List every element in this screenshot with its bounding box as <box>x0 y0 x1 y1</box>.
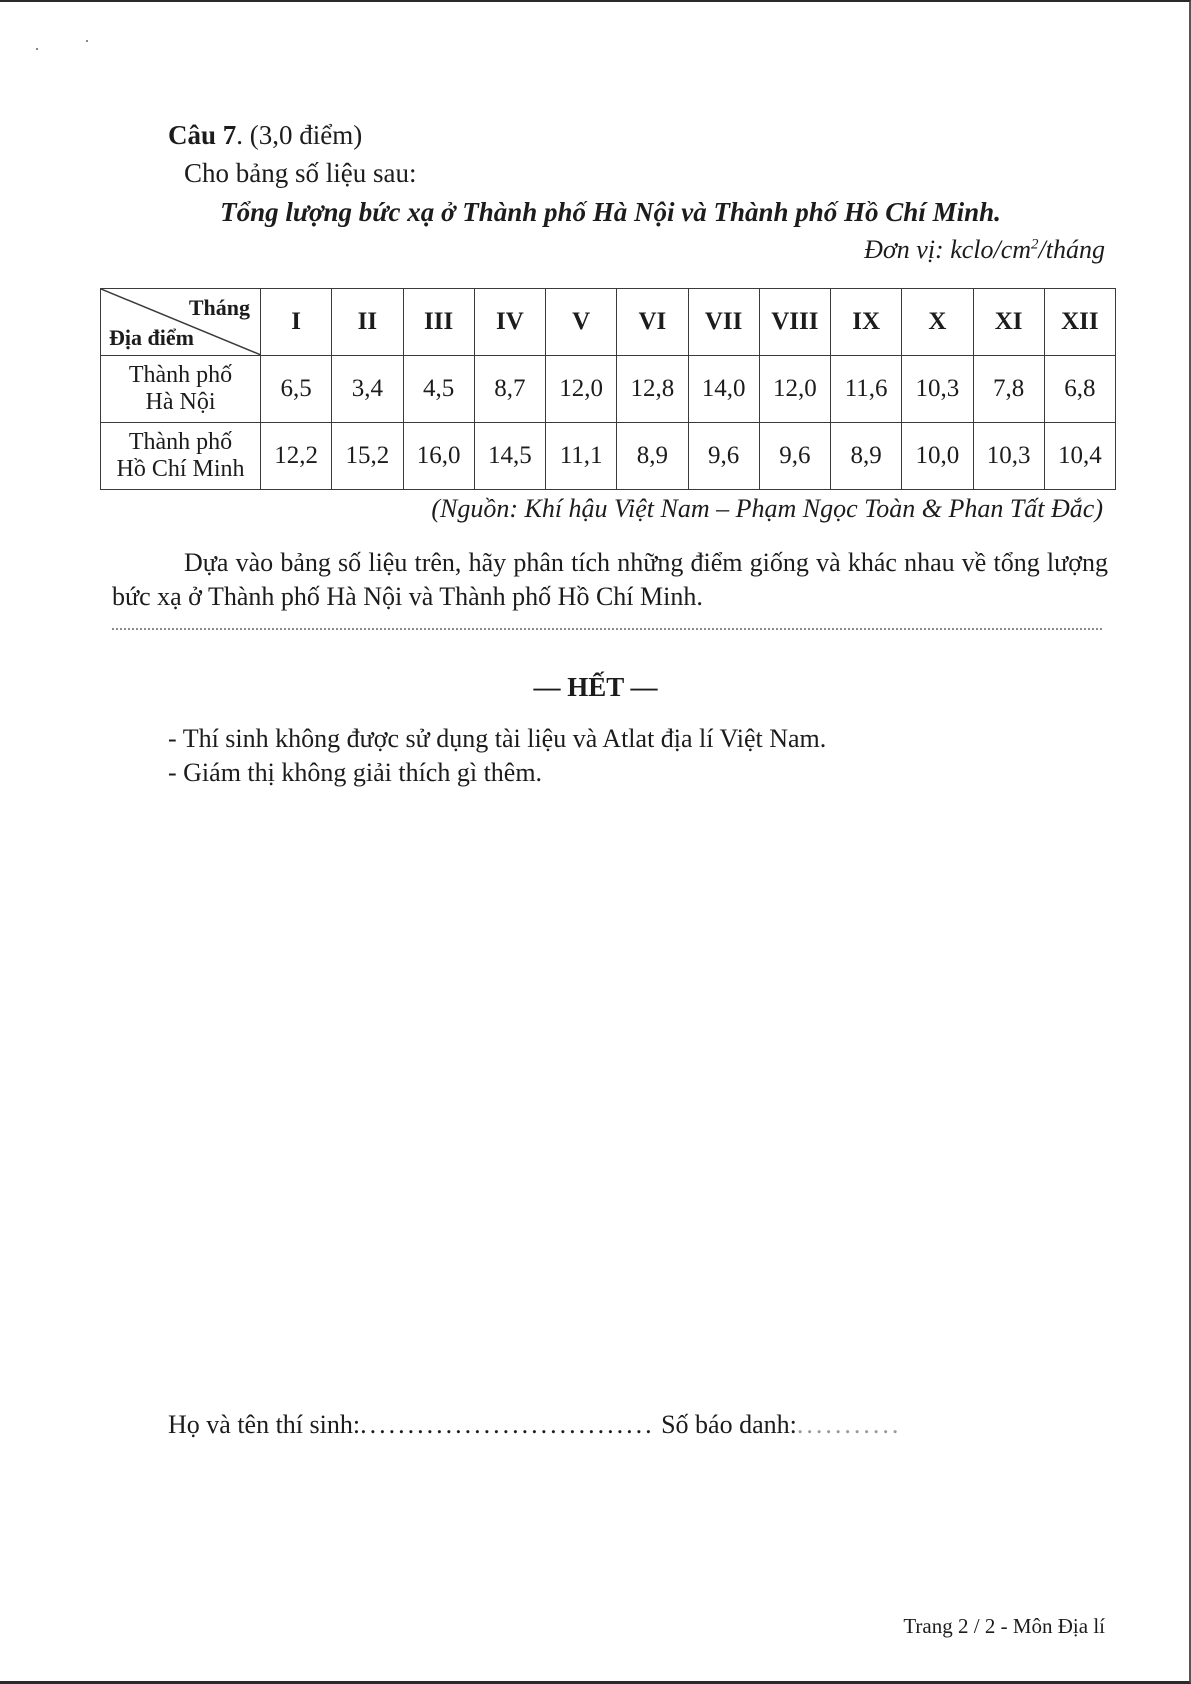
value-cell: 12,0 <box>759 356 830 423</box>
corner-place-label: Địa điểm <box>109 325 194 350</box>
task-paragraph: Dựa vào bảng số liệu trên, hãy phân tích những điểm giống và khác nhau về tổng lượng bức xạ ở Thành phố Hà Nội và Thành phố Hồ Chí Minh. <box>112 548 1108 611</box>
value-cell: 3,4 <box>332 356 403 423</box>
place-line1: Thành phố <box>128 362 233 388</box>
value-cell: 8,9 <box>831 423 902 490</box>
value-cell: 10,4 <box>1044 423 1115 490</box>
page-number: Trang 2 / 2 - Môn Địa lí <box>903 1614 1105 1638</box>
unit-superscript: 2 <box>1031 236 1039 253</box>
note-no-explanation: - Giám thị không giải thích gì thêm. <box>168 758 543 787</box>
value-cell: 8,9 <box>617 423 688 490</box>
month-header: II <box>332 289 403 356</box>
value-cell: 4,5 <box>403 356 474 423</box>
value-cell: 14,0 <box>688 356 759 423</box>
scan-speck <box>36 48 38 50</box>
scan-speck <box>86 40 88 42</box>
value-cell: 8,7 <box>474 356 545 423</box>
value-cell: 11,6 <box>831 356 902 423</box>
name-dots: ............................... <box>360 1410 655 1439</box>
month-header: IV <box>474 289 545 356</box>
value-cell: 6,8 <box>1044 356 1115 423</box>
month-header: X <box>902 289 973 356</box>
question-number: Câu 7 <box>168 120 237 150</box>
place-cell <box>101 356 261 423</box>
table-row-hcmc <box>101 423 1116 490</box>
value-cell: 11,1 <box>546 423 617 490</box>
sbd-label: Số báo danh: <box>654 1410 797 1439</box>
corner-month-label: Tháng <box>188 295 250 320</box>
value-cell: 10,0 <box>902 423 973 490</box>
month-header: IX <box>831 289 902 356</box>
value-cell: 10,3 <box>902 356 973 423</box>
table-header-row <box>101 289 1116 356</box>
value-cell: 7,8 <box>973 356 1044 423</box>
value-cell: 14,5 <box>474 423 545 490</box>
unit-prefix: Đơn vị: kclo/cm <box>864 235 1032 264</box>
dotted-separator <box>112 628 1102 630</box>
end-mark: — HẾT — <box>533 672 658 702</box>
month-header: XI <box>973 289 1044 356</box>
question-intro: Cho bảng số liệu sau: <box>184 158 417 188</box>
question-heading <box>168 120 362 151</box>
month-header: VI <box>617 289 688 356</box>
table-title: Tổng lượng bức xạ ở Thành phố Hà Nội và Thành phố Hồ Chí Minh. <box>220 197 1001 227</box>
value-cell: 9,6 <box>759 423 830 490</box>
value-cell: 12,2 <box>261 423 332 490</box>
value-cell: 15,2 <box>332 423 403 490</box>
month-header: III <box>403 289 474 356</box>
value-cell: 12,0 <box>546 356 617 423</box>
place-line2: Hồ Chí Minh <box>116 456 245 482</box>
note-no-materials: - Thí sinh không được sử dụng tài liệu và Atlat địa lí Việt Nam. <box>168 724 827 753</box>
place-line2: Hà Nội <box>145 389 216 415</box>
table-row-hanoi <box>101 356 1116 423</box>
question-points: . (3,0 điểm) <box>236 120 363 150</box>
month-header: V <box>546 289 617 356</box>
month-header: I <box>261 289 332 356</box>
sbd-dots: ........... <box>796 1410 902 1439</box>
value-cell: 16,0 <box>403 423 474 490</box>
table-unit <box>864 235 1105 265</box>
place-cell <box>101 423 261 490</box>
name-label: Họ và tên thí sinh: <box>168 1410 361 1439</box>
value-cell: 9,6 <box>688 423 759 490</box>
month-header: VIII <box>759 289 830 356</box>
candidate-info-line <box>168 1410 901 1440</box>
value-cell: 10,3 <box>973 423 1044 490</box>
value-cell: 6,5 <box>261 356 332 423</box>
place-line1: Thành phố <box>128 429 233 455</box>
month-header: VII <box>688 289 759 356</box>
month-header: XII <box>1044 289 1115 356</box>
table-corner-cell <box>101 289 261 356</box>
value-cell: 12,8 <box>617 356 688 423</box>
unit-suffix: /tháng <box>1038 235 1105 264</box>
table-source: (Nguồn: Khí hậu Việt Nam – Phạm Ngọc Toàn & Phan Tất Đắc) <box>431 494 1103 523</box>
radiation-table <box>100 288 1116 490</box>
